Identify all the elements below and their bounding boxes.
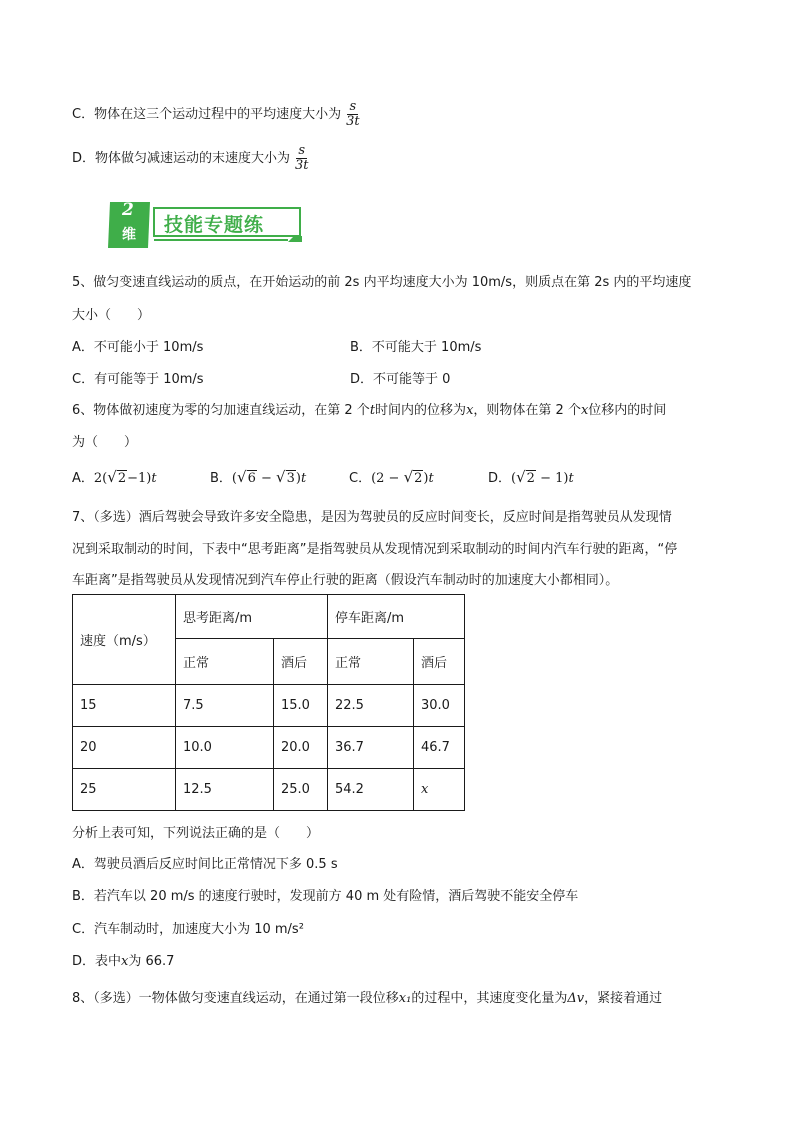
table-cell: 10.0	[176, 727, 274, 769]
table-cell: 36.7	[328, 727, 414, 769]
q5-stem-line1: 5、做匀变速直线运动的质点，在开始运动的前 2s 内平均速度大小为 10m/s，则质点在第 2s 内的平均速度	[72, 275, 692, 290]
q7-prompt: 分析上表可知，下列说法正确的是（ ）	[72, 826, 320, 841]
fraction-denominator: 3t	[346, 114, 360, 129]
table-cell: 46.7	[414, 727, 465, 769]
section-badge-title: 技能专题练	[164, 214, 265, 236]
q4-option-d-text: D．物体做匀减速运动的末速度大小为	[72, 151, 291, 166]
q7-data-table	[72, 594, 465, 811]
q6-option-b	[210, 467, 306, 486]
q4-option-c	[72, 100, 362, 129]
q7-option-a: A．驾驶员酒后反应时间比正常情况下多 0.5 s	[72, 857, 338, 872]
table-cell: 12.5	[176, 769, 274, 811]
table-subheader-drunk: 酒后	[414, 639, 465, 685]
q5-stem-line2: 大小（ ）	[72, 308, 151, 323]
q8-stem-line1	[72, 987, 662, 1006]
q8-var-delta-v: Δv	[567, 991, 585, 1006]
q7-option-d-part: D．表中	[72, 954, 122, 969]
section-badge-unit: 维	[122, 227, 136, 243]
q8-var-x1: x₁	[398, 991, 412, 1006]
table-cell: 25	[73, 769, 176, 811]
q5-option-a: A．不可能小于 10m/s	[72, 340, 204, 355]
q4-option-d-fraction	[293, 144, 311, 173]
table-row	[73, 769, 465, 811]
table-row	[73, 685, 465, 727]
table-cell: 15.0	[274, 685, 328, 727]
q7-option-d	[72, 950, 174, 969]
fraction-denominator: 3t	[295, 158, 309, 173]
table-row	[73, 727, 465, 769]
table-cell: 22.5	[328, 685, 414, 727]
table-cell: x	[414, 769, 465, 811]
q8-stem-part: 8、（多选）一物体做匀变速直线运动，在通过第一段位移	[72, 991, 399, 1006]
q7-stem-line2: 况到采取制动的时间，下表中“思考距离”是指驾驶员从发现情况到采取制动的时间内汽车行驶的距离，“停	[72, 542, 678, 557]
q4-option-d	[72, 144, 311, 173]
q4-option-c-text: C．物体在这三个运动过程中的平均速度大小为	[72, 107, 342, 122]
fraction-numerator: s	[298, 143, 306, 158]
q6-option-c	[349, 467, 434, 486]
q8-stem-part: ，紧接着通过	[584, 991, 663, 1006]
q6-option-a-label: A．	[72, 471, 94, 486]
q8-stem-part: 的过程中，其速度变化量为	[411, 991, 568, 1006]
q7-option-b: B．若汽车以 20 m/s 的速度行驶时，发现前方 40 m 处有险情，酒后驾驶不能安全停车	[72, 889, 579, 904]
q7-stem-line1: 7、（多选）酒后驾驶会导致许多安全隐患，是因为驾驶员的反应时间变长，反应时间是指驾驶员从发现情	[72, 510, 672, 525]
q6-option-d-label: D．	[488, 471, 512, 486]
q6-option-c-label: C．	[349, 471, 372, 486]
q7-option-c: C．汽车制动时，加速度大小为 10 m/s²	[72, 922, 304, 937]
q6-option-a-formula: 2(√2−1)t	[93, 468, 157, 486]
table-subheader-normal: 正常	[176, 639, 274, 685]
q6-stem-part: ，则物体在第 2 个	[473, 403, 581, 418]
q6-var-x: x	[580, 403, 589, 418]
q5-option-b: B．不可能大于 10m/s	[350, 340, 482, 355]
q6-option-a	[72, 467, 157, 486]
q7-var-x: x	[121, 954, 129, 969]
table-cell: 20	[73, 727, 176, 769]
table-header-speed: 速度（m/s）	[73, 595, 176, 685]
q6-option-c-formula: (2 − √2)t	[371, 468, 434, 486]
q6-stem-part: 6、物体做初速度为零的匀加速直线运动，在第 2 个	[72, 403, 370, 418]
q6-stem-line1	[72, 399, 666, 418]
q6-var-t: t	[369, 403, 376, 418]
q5-option-d: D．不可能等于 0	[350, 372, 451, 387]
table-cell: 30.0	[414, 685, 465, 727]
section-badge-number: 2	[122, 200, 134, 220]
q6-stem-line2: 为（ ）	[72, 435, 138, 450]
table-cell: 25.0	[274, 769, 328, 811]
table-header-think: 思考距离/m	[176, 595, 328, 639]
q6-option-d	[488, 467, 574, 486]
fraction-numerator: s	[349, 99, 357, 114]
q7-stem-line3: 车距离”是指驾驶员从发现情况到汽车停止行驶的距离（假设汽车制动时的加速度大小都相同）。	[72, 573, 619, 588]
q6-var-x: x	[466, 403, 474, 418]
table-subheader-drunk: 酒后	[274, 639, 328, 685]
table-cell: 15	[73, 685, 176, 727]
q7-option-d-part: 为 66.7	[128, 954, 175, 969]
q6-option-b-formula: (√6 − √3)t	[231, 468, 307, 486]
section-badge	[108, 198, 304, 250]
q6-stem-part: 时间内的位移为	[375, 403, 467, 418]
q5-option-c: C．有可能等于 10m/s	[72, 372, 204, 387]
q6-option-b-label: B．	[210, 471, 232, 486]
q6-option-d-formula: (√2 − 1)t	[511, 468, 574, 486]
q6-stem-part: 位移内的时间	[588, 403, 667, 418]
table-subheader-normal: 正常	[328, 639, 414, 685]
table-cell: 54.2	[328, 769, 414, 811]
table-cell: 7.5	[176, 685, 274, 727]
table-cell: 20.0	[274, 727, 328, 769]
q4-option-c-fraction	[344, 100, 362, 129]
table-header-stop: 停车距离/m	[328, 595, 465, 639]
